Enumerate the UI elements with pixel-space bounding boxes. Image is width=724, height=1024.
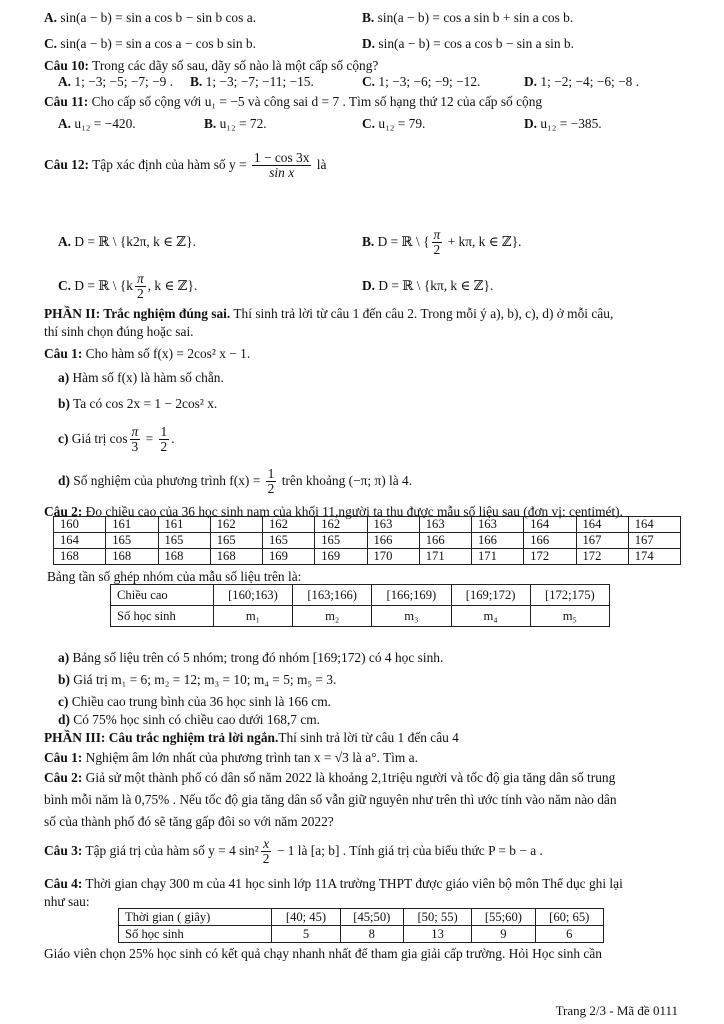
table-cell: 170 [367, 549, 419, 565]
table-cell: [172;175) [530, 585, 609, 606]
denominator: 2 [160, 439, 168, 455]
part2-heading [44, 306, 613, 322]
p3q2-line2: bình mỗi năm là 0,75% . Nếu tốc độ gia tăng dân số vẫn giữ nguyên như trên thì ước tính vào năm nào dân [44, 792, 617, 807]
item-label: d) [58, 712, 70, 727]
option-text: 1; −2; −4; −6; −8 . [540, 74, 640, 89]
part-title: PHẦN II: Trắc nghiệm đúng sai. [44, 306, 231, 321]
table-cell: [45;50) [340, 909, 403, 926]
table-cell: 165 [315, 533, 367, 549]
table-cell: 172 [524, 549, 576, 565]
option-text: sin(a − b) = sin a cos b − sin b cos a. [60, 10, 256, 25]
item-label: d) [58, 473, 70, 488]
item-text: Hàm số f(x) là hàm số chẵn. [69, 370, 224, 385]
option-label: B. [362, 10, 375, 25]
q12-option-c [58, 268, 197, 304]
question-label: Câu 2: [44, 504, 83, 519]
freq-table-caption: Bảng tần số ghép nhóm của mẫu số liệu trên là: [47, 569, 302, 584]
item-text: Ta có cos 2x = 1 − 2cos² x. [69, 396, 218, 411]
table-cell: 166 [524, 533, 576, 549]
q9-row-ab [44, 10, 256, 26]
option-text: D = ℝ \ {kπ, k ∈ ℤ}. [378, 278, 494, 293]
table-cell: m₃ [372, 606, 451, 627]
q10-option-b [190, 74, 314, 90]
item-text: = [142, 431, 157, 446]
table-cell: 174 [628, 549, 680, 565]
table-cell: 163 [419, 517, 471, 533]
table-header-row [119, 909, 604, 926]
p3q4-tail: Giáo viên chọn 25% học sinh có kết quả chạy nhanh nhất để tham gia giải cấp trường. Hỏi Học sinh cần [44, 946, 602, 961]
table-cell: 165 [158, 533, 210, 549]
table-cell: [40; 45) [272, 909, 340, 926]
question-text: là [313, 157, 327, 172]
table-cell: Thời gian ( giây) [119, 909, 272, 926]
table-cell: Số học sinh [111, 606, 214, 627]
p3q1 [44, 750, 418, 766]
option-text: 1; −3; −6; −9; −12. [378, 74, 481, 89]
table-cell: 168 [158, 549, 210, 565]
q12-stem [44, 146, 326, 184]
p3q4-line1 [44, 876, 623, 892]
table-cell: 166 [419, 533, 471, 549]
q12-option-d [362, 278, 493, 294]
question-label: Câu 3: [44, 843, 83, 858]
table-cell: 9 [472, 926, 535, 943]
table-cell: 162 [263, 517, 315, 533]
option-label: D. [524, 74, 538, 89]
option-label: D. [362, 36, 376, 51]
table-cell: 6 [535, 926, 604, 943]
question-label: Câu 11: [44, 94, 89, 109]
p3q3 [44, 832, 543, 870]
table-row [54, 533, 681, 549]
question-text: Đo chiều cao của 36 học sinh nam của khối 11,người ta thu được mẫu số liệu sau (đơn vị: centimét). [82, 504, 623, 519]
table-cell: 164 [524, 517, 576, 533]
p2q1-item-a [58, 370, 224, 386]
table-cell: 168 [210, 549, 262, 565]
table-cell: [160;163) [213, 585, 292, 606]
option-text: , k ∈ ℤ}. [147, 278, 198, 293]
table-cell: 166 [367, 533, 419, 549]
option-label: C. [44, 36, 58, 51]
question-label: Câu 4: [44, 876, 83, 891]
denominator: 3 [131, 439, 139, 455]
option-label: C. [362, 74, 376, 89]
table-cell: 160 [54, 517, 106, 533]
fraction [135, 272, 146, 301]
p2q1-item-b [58, 396, 217, 412]
option-label: D. [524, 116, 538, 131]
option-text: 1; −3; −7; −11; −15. [205, 74, 314, 89]
item-text: . [171, 431, 175, 446]
table-header-row [111, 585, 610, 606]
freq-table [110, 584, 610, 627]
page-footer: Trang 2/3 - Mã đề 0111 [555, 1003, 678, 1018]
question-label: Câu 1: [44, 346, 83, 361]
option-text: D = ℝ \ {k [74, 278, 133, 293]
table-cell: 163 [472, 517, 524, 533]
p2q2-item-b [58, 672, 336, 688]
question-text: Nghiệm âm lớn nhất của phương trình tan x = √3 là a°. Tìm a. [82, 750, 418, 765]
p2q2-item-a [58, 650, 443, 666]
denominator: 2 [136, 286, 144, 302]
numerator: π [136, 271, 144, 287]
table-cell: m₁ [213, 606, 292, 627]
item-label: a) [58, 370, 70, 385]
option-label: B. [204, 116, 217, 131]
q9-option-d [362, 36, 574, 52]
part-instructions: Thí sinh trả lời từ câu 1 đến câu 4 [278, 730, 459, 745]
question-text: Cho cấp số cộng với u₁ = −5 và công sai d = 7 . Tìm số hạng thứ 12 của cấp số cộng [88, 94, 543, 109]
option-label: A. [58, 74, 72, 89]
part-title: PHẦN III: Câu trắc nghiệm trả lời ngắn. [44, 730, 279, 745]
p2q1-item-c [58, 420, 175, 458]
p2q1-item-d [58, 462, 412, 500]
table-cell: [50; 55) [403, 909, 471, 926]
q10-option-c [362, 74, 480, 90]
table-cell: 165 [210, 533, 262, 549]
denominator: 2 [267, 481, 275, 497]
option-text: sin(a − b) = cos a cos b − sin a sin b. [378, 36, 574, 51]
part2-instructions-line2: thí sinh chọn đúng hoặc sai. [44, 324, 194, 339]
table-cell: 172 [576, 549, 628, 565]
q9-option-c [44, 36, 256, 52]
question-label: Câu 2: [44, 770, 83, 785]
fraction [266, 467, 277, 496]
option-label: A. [44, 10, 58, 25]
option-text: D = ℝ \ {k2π, k ∈ ℤ}. [74, 234, 196, 249]
table-cell: 171 [472, 549, 524, 565]
table-cell: [163;166) [293, 585, 372, 606]
item-label: c) [58, 431, 69, 446]
table-cell: [166;169) [372, 585, 451, 606]
numerator: 1 [267, 466, 275, 482]
p2q1-stem [44, 346, 250, 362]
table-cell: 167 [628, 533, 680, 549]
option-text: D = ℝ \ { [377, 234, 430, 249]
item-label: b) [58, 396, 70, 411]
q11-option-a [58, 116, 136, 132]
numerator: π [131, 424, 139, 440]
question-text: Tập giá trị của hàm số y = 4 sin² [82, 843, 259, 858]
table-cell: Số học sinh [119, 926, 272, 943]
table-cell: 166 [472, 533, 524, 549]
item-text: Bảng số liệu trên có 5 nhóm; trong đó nhóm [169;172) có 4 học sinh. [69, 650, 444, 665]
question-text: Giả sử một thành phố có dân số năm 2022 là khoảng 2,1triệu người và tốc độ gia tăng dân số trung [82, 770, 616, 785]
fraction [130, 425, 141, 454]
item-text: Giá trị m₁ = 6; m₂ = 12; m₃ = 10; m₄ = 5; m₅ = 3. [69, 672, 337, 687]
numerator: 1 [160, 424, 168, 440]
table-cell: 167 [576, 533, 628, 549]
table-cell: m₄ [451, 606, 530, 627]
question-label: Câu 12: [44, 157, 90, 172]
table-row [119, 926, 604, 943]
table-cell: 161 [106, 517, 158, 533]
q11-option-d [524, 116, 602, 132]
table-cell: 171 [419, 549, 471, 565]
table-cell: 161 [158, 517, 210, 533]
denominator: 2 [262, 851, 270, 867]
item-text: Số nghiệm của phương trình f(x) = [69, 473, 264, 488]
option-text: sin(a − b) = cos a sin b + sin a cos b. [377, 10, 574, 25]
p3q4-line2: như sau: [44, 894, 90, 909]
table-cell: 168 [54, 549, 106, 565]
item-text: trên khoảng (−π; π) là 4. [278, 473, 413, 488]
option-label: B. [190, 74, 203, 89]
question-text: Trong các dãy số sau, dãy số nào là một cấp số cộng? [89, 58, 379, 73]
option-label: C. [58, 278, 72, 293]
q10-stem [44, 58, 378, 74]
run-time-table [118, 908, 604, 943]
table-cell: [169;172) [451, 585, 530, 606]
question-label: Câu 1: [44, 750, 83, 765]
table-cell: 163 [367, 517, 419, 533]
numerator: x [261, 837, 272, 852]
denominator: 2 [433, 242, 441, 258]
fraction [252, 151, 312, 180]
item-text: Chiều cao trung bình của 36 học sinh là 166 cm. [68, 694, 331, 709]
denominator: sin x [269, 165, 295, 181]
q12-option-a [58, 234, 196, 250]
fraction [432, 228, 443, 257]
q11-option-b [204, 116, 267, 132]
item-label: c) [58, 694, 69, 709]
table-cell: m₅ [530, 606, 609, 627]
table-cell: 5 [272, 926, 340, 943]
table-cell: 169 [263, 549, 315, 565]
option-label: B. [362, 234, 375, 249]
table-cell: [55;60) [472, 909, 535, 926]
p3q2-line1 [44, 770, 615, 786]
item-text: Giá trị cos [68, 431, 128, 446]
item-text: Có 75% học sinh có chiều cao dưới 168,7 cm. [69, 712, 321, 727]
table-cell: [60; 65) [535, 909, 604, 926]
table-cell: 169 [315, 549, 367, 565]
p2q2-item-c [58, 694, 331, 710]
table-cell: 164 [54, 533, 106, 549]
item-label: b) [58, 672, 70, 687]
q9-option-b [362, 10, 573, 26]
q11-option-c [362, 116, 425, 132]
option-text: u₁₂ = −385. [540, 116, 602, 131]
table-cell: 165 [106, 533, 158, 549]
part-instructions: Thí sinh trả lời từ câu 1 đến câu 2. Trong mỗi ý a), b), c), d) ở mỗi câu, [230, 306, 614, 321]
numerator: π [433, 227, 441, 243]
option-label: D. [362, 278, 376, 293]
item-label: a) [58, 650, 70, 665]
question-text: Cho hàm số f(x) = 2cos² x − 1. [82, 346, 251, 361]
table-cell: 13 [403, 926, 471, 943]
option-text: u₁₂ = −420. [74, 116, 136, 131]
numerator: 1 − cos 3x [253, 150, 310, 166]
table-cell: 162 [210, 517, 262, 533]
option-label: A. [58, 234, 72, 249]
q10-option-a [58, 74, 173, 90]
part3-heading [44, 730, 459, 746]
table-cell: 8 [340, 926, 403, 943]
table-cell: Chiều cao [111, 585, 214, 606]
table-cell: 168 [106, 549, 158, 565]
option-label: A. [58, 116, 72, 131]
p3q2-line3: số của thành phố đó sẽ tăng gấp đôi so với năm 2022? [44, 814, 334, 829]
fraction [159, 425, 170, 454]
fraction [261, 837, 272, 866]
q11-stem [44, 94, 542, 110]
height-data-table [53, 516, 681, 565]
option-text: 1; −3; −5; −7; −9 . [74, 74, 174, 89]
table-cell: 162 [315, 517, 367, 533]
table-cell: m₂ [293, 606, 372, 627]
option-text: u₁₂ = 72. [219, 116, 267, 131]
table-row [54, 549, 681, 565]
p2q2-item-d [58, 712, 320, 728]
option-text: + kπ, k ∈ ℤ}. [444, 234, 522, 249]
question-text: Tập xác định của hàm số y = [89, 157, 247, 172]
question-text: − 1 là [a; b] . Tính giá trị của biểu thức P = b − a . [273, 843, 543, 858]
option-text: u₁₂ = 79. [378, 116, 426, 131]
table-cell: 164 [576, 517, 628, 533]
q10-option-d [524, 74, 639, 90]
table-row [54, 517, 681, 533]
table-row [111, 606, 610, 627]
table-cell: 164 [628, 517, 680, 533]
table-cell: 165 [263, 533, 315, 549]
q12-option-b [362, 224, 522, 260]
option-label: C. [362, 116, 376, 131]
option-text: sin(a − b) = sin a cos a − cos b sin b. [60, 36, 256, 51]
question-label: Câu 10: [44, 58, 90, 73]
question-text: Thời gian chạy 300 m của 41 học sinh lớp 11A trường THPT được giáo viên bộ môn Thể dục ghi lại [82, 876, 623, 891]
